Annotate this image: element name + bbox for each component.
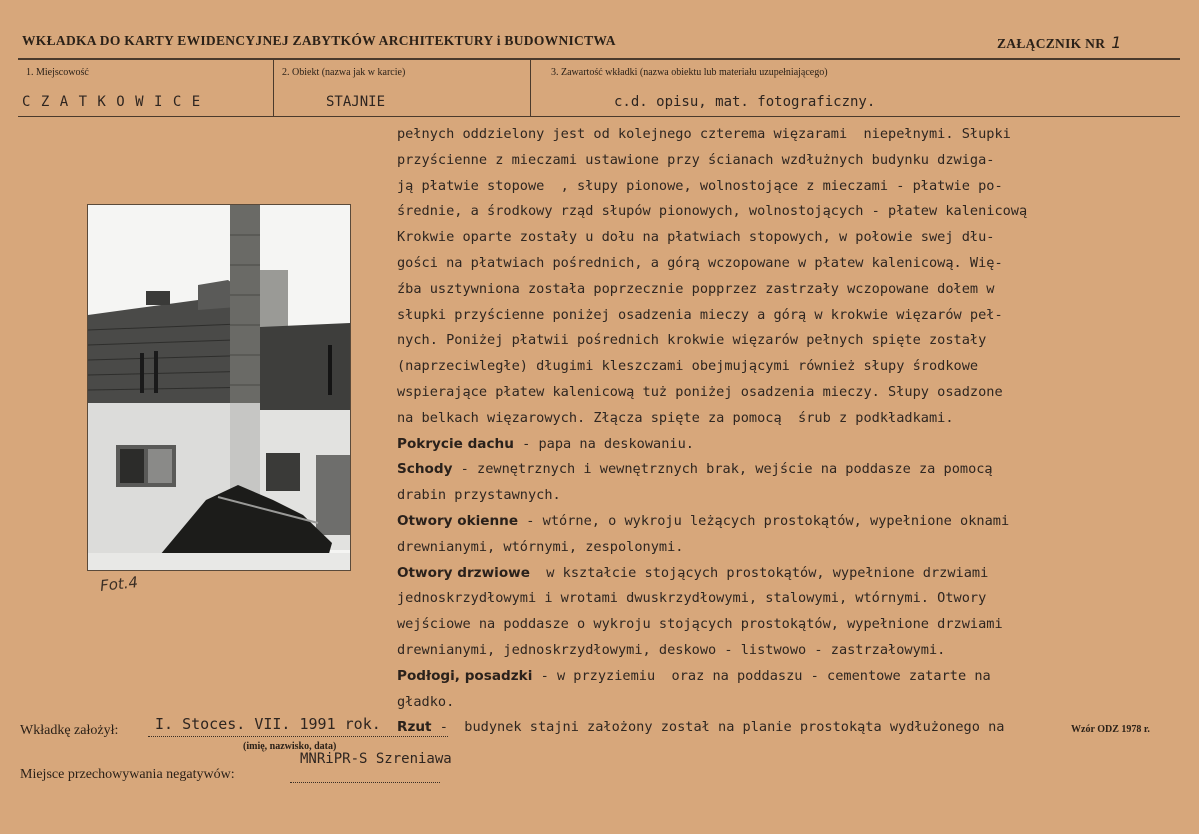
description-line-text: wspierające płatew kalenicową tuż poniżej osadzenia mieczy. Słupy osadzone xyxy=(397,383,1003,400)
description-line-text: ją płatwie stopowe , słupy pionowe, wolnostojące z mieczami - płatwie po- xyxy=(397,177,1003,194)
description-line xyxy=(397,199,1177,225)
storage-value: MNRiPR-S Szreniawa xyxy=(300,751,452,767)
description-line xyxy=(397,638,1177,664)
description-line-text: słupki przyścienne poniżej osadzenia mieczy a górą w krokwie więzarów peł- xyxy=(397,306,1003,323)
building-photo xyxy=(88,205,350,570)
description-line xyxy=(397,432,1177,458)
description-line xyxy=(397,380,1177,406)
description-line-text: na belkach więzarowych. Złącza spięte za pomocą śrub z podkładkami. xyxy=(397,409,954,426)
place-value: C Z A T K O W I C E xyxy=(22,94,202,110)
fields-rule xyxy=(18,116,1180,117)
description-line-text: przyścienne z mieczami ustawione przy ścianach wzdłużnych budynku dzwiga- xyxy=(397,151,995,168)
description-line xyxy=(397,535,1177,561)
attachment-number xyxy=(997,33,1122,52)
description-line-text: Krokwie oparte zostały u dołu na płatwiach stopowych, w połowie swej dłu- xyxy=(397,229,995,246)
description-line xyxy=(397,354,1177,380)
description-line-text: nych. Poniżej płatwii pośrednich krokwie więzarów pełnych spięte zostały xyxy=(397,332,987,349)
column-divider xyxy=(530,60,531,116)
description-line-text: - w przyziemiu oraz na poddaszu - cementowe zatarte na xyxy=(532,667,991,684)
description-line-text: (naprzeciwległe) długimi kleszczami obejmującymi również słupy środkowe xyxy=(397,358,979,375)
description-line xyxy=(397,561,1177,587)
description-text xyxy=(397,122,1177,741)
description-line-text: jednoskrzydłowymi i wrotami dwuskrzydłowymi, stalowymi, wtórnymi. Otwory xyxy=(397,590,987,607)
storage-dotted-line xyxy=(290,782,440,783)
description-line-text: w kształcie stojących prostokątów, wypełnione drzwiami xyxy=(529,564,989,581)
founder-label: Wkładkę założył: xyxy=(20,723,119,738)
description-line-text: pełnych oddzielony jest od kolejnego czterema więzarami niepełnymi. Słupki xyxy=(397,126,1011,142)
column-divider xyxy=(273,60,274,116)
object-label: 2. Obiekt (nazwa jak w karcie) xyxy=(282,67,406,78)
description-line-text: średnie, a środkowy rząd słupów pionowych, wolnostojących - płatew kalenicową xyxy=(397,203,1028,220)
description-line xyxy=(397,303,1177,329)
card-title: WKŁADKA DO KARTY EWIDENCYJNEJ ZABYTKÓW ARCHITEKTURY i BUDOWNICTWA xyxy=(22,33,616,48)
description-line-text: drewnianymi, jednoskrzydłowymi, deskowo - listwowo - zastrzałowymi. xyxy=(397,641,946,658)
description-line xyxy=(397,251,1177,277)
building-photo-drawing xyxy=(88,205,350,570)
photo-caption: Fot.4 xyxy=(99,573,139,595)
description-line xyxy=(397,612,1177,638)
description-line-text: - wtórne, o wykroju leżących prostokątów, wypełnione oknami xyxy=(518,512,1010,529)
description-line-text: - zewnętrznych i wewnętrznych brak, wejście na poddasze za pomocą xyxy=(452,461,993,478)
section-heading: Rzut xyxy=(397,719,432,736)
description-line xyxy=(397,328,1177,354)
attachment-number-value: 1 xyxy=(1111,33,1122,52)
contents-label: 3. Zawartość wkładki (nazwa obiektu lub materiału uzupełniającego) xyxy=(551,67,828,78)
description-line xyxy=(397,664,1177,690)
description-line xyxy=(397,690,1177,716)
template-note: Wzór ODZ 1978 r. xyxy=(1071,724,1150,735)
description-line-text: drabin przystawnych. xyxy=(397,487,561,504)
description-line-text: drewnianymi, wtórnymi, zespolonymi. xyxy=(397,538,684,555)
description-line-text: wejściowe na poddasze o wykroju stojących prostokątów, wypełnione drzwiami xyxy=(397,616,1003,633)
place-label: 1. Miejscowość xyxy=(26,67,89,78)
description-line xyxy=(397,509,1177,535)
description-line xyxy=(397,122,1177,148)
description-line-text: - papa na deskowaniu. xyxy=(513,435,694,452)
description-line xyxy=(397,715,1177,741)
section-heading: Otwory drzwiowe xyxy=(397,564,530,581)
description-line-text: źba usztywniona została poprzecznie popprzez zastrzały wczopowane dołem w xyxy=(397,280,995,297)
founder-hint: (imię, nazwisko, data) xyxy=(243,741,337,752)
description-line xyxy=(397,586,1177,612)
founder-value: I. Stoces. VII. 1991 rok. xyxy=(155,715,381,733)
description-line-text: - budynek stajni założony został na planie prostokąta wydłużonego na xyxy=(431,719,1005,736)
attachment-label: ZAŁĄCZNIK NR xyxy=(997,36,1106,51)
object-value: STAJNIE xyxy=(326,94,386,110)
section-heading: Otwory okienne xyxy=(397,512,519,529)
description-line xyxy=(397,174,1177,200)
header-rule xyxy=(18,58,1180,60)
description-line xyxy=(397,148,1177,174)
section-heading: Pokrycie dachu xyxy=(397,435,514,452)
founder-dotted-line xyxy=(148,736,448,737)
description-line xyxy=(397,406,1177,432)
section-heading: Podłogi, posadzki xyxy=(397,667,533,684)
description-line xyxy=(397,457,1177,483)
description-line xyxy=(397,225,1177,251)
description-line-text: gładko. xyxy=(397,693,455,710)
description-line xyxy=(397,277,1177,303)
contents-value: c.d. opisu, mat. fotograficzny. xyxy=(614,94,876,110)
description-line-text: gości na płatwiach pośrednich, a górą wczopowane w płatew kalenicową. Wię- xyxy=(397,254,1003,271)
description-line xyxy=(397,483,1177,509)
section-heading: Schody xyxy=(397,461,453,478)
storage-label: Miejsce przechowywania negatywów: xyxy=(20,767,235,782)
